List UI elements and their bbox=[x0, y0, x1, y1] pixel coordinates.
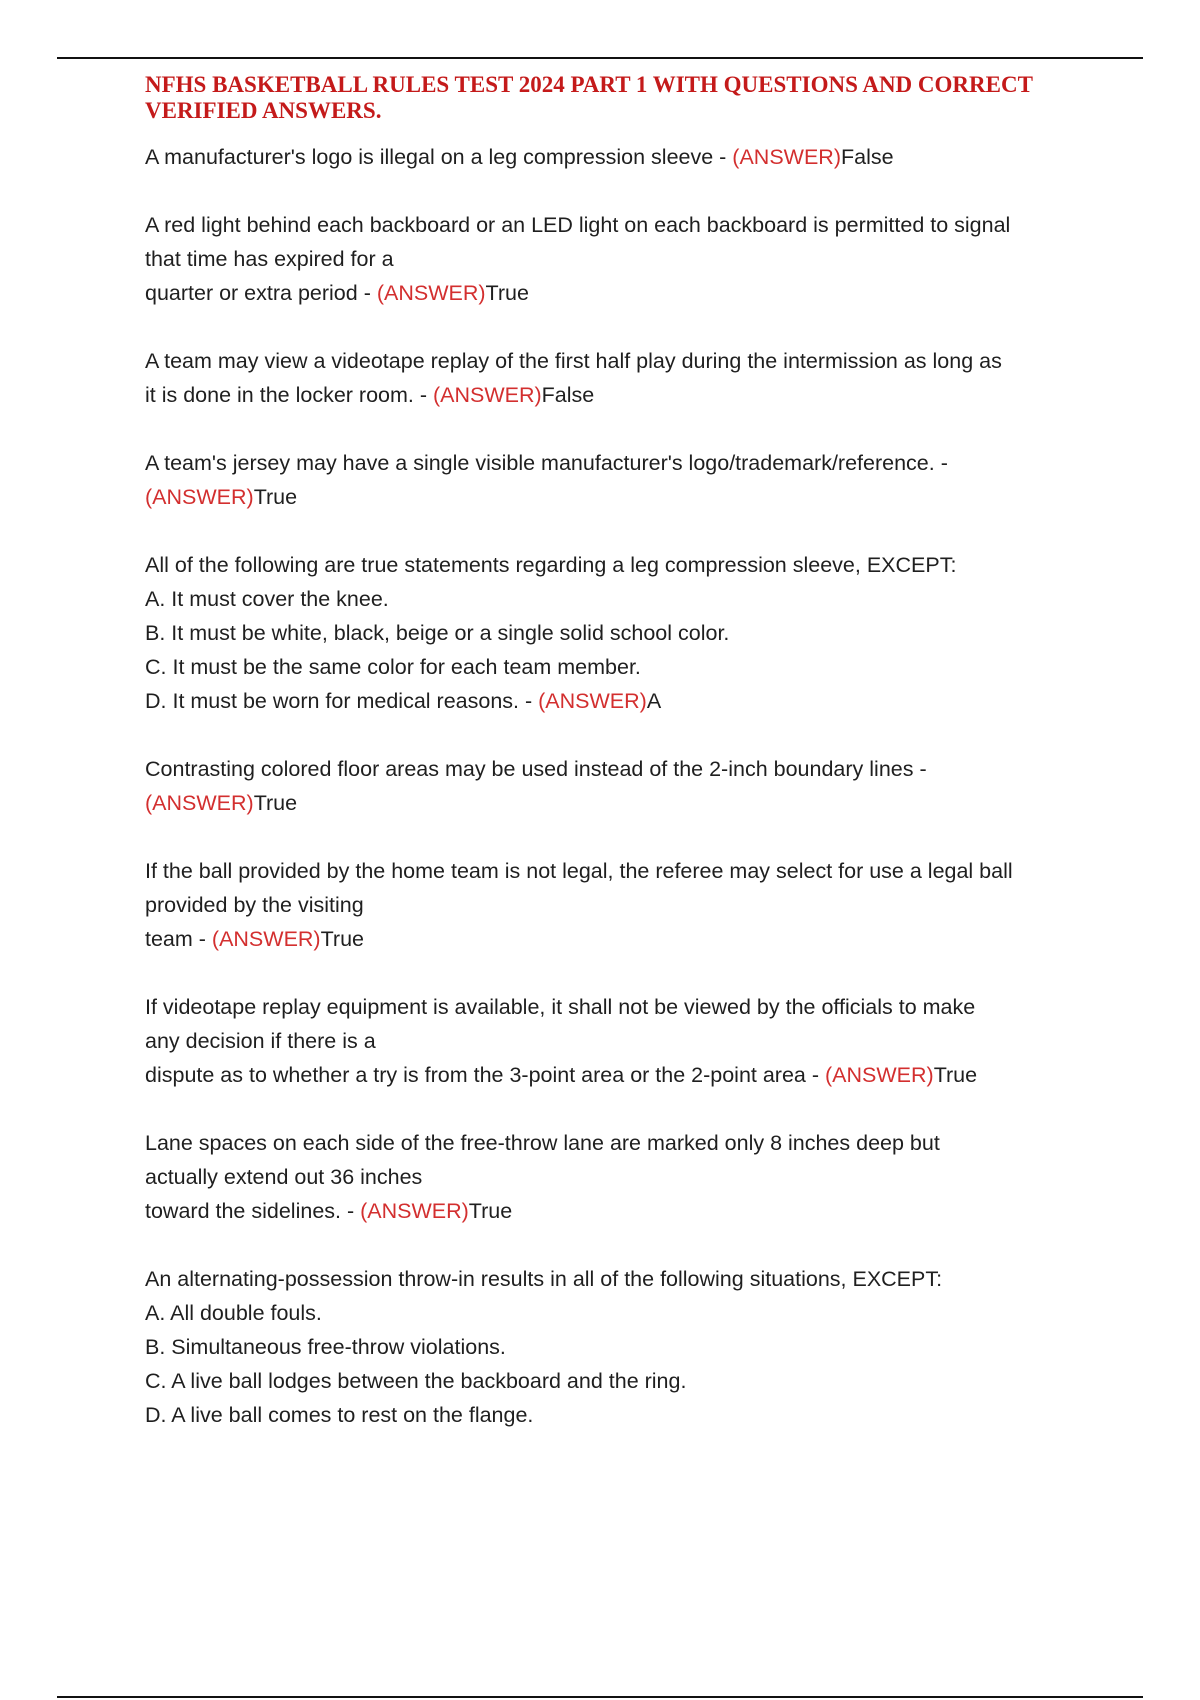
question-text-line bbox=[145, 1058, 1090, 1092]
question-text-line bbox=[145, 786, 1090, 820]
answer-value: True bbox=[485, 281, 529, 305]
question-text: If the ball provided by the home team is not legal, the referee may select for use a legal ball bbox=[145, 859, 1013, 883]
question-text-line bbox=[145, 888, 1090, 922]
question-text: A team's jersey may have a single visible manufacturer's logo/trademark/reference. - bbox=[145, 451, 948, 475]
question-text: A team may view a videotape replay of the first half play during the intermission as long as bbox=[145, 349, 1002, 373]
question-block bbox=[145, 1126, 1090, 1228]
question-text-line bbox=[145, 582, 1090, 616]
question-text-line bbox=[145, 1024, 1090, 1058]
question-text: All of the following are true statements regarding a leg compression sleeve, EXCEPT: bbox=[145, 553, 957, 577]
answer-value: False bbox=[840, 145, 894, 169]
bottom-divider bbox=[57, 1696, 1143, 1698]
question-text: dispute as to whether a try is from the 3-point area or the 2-point area - bbox=[145, 1063, 825, 1087]
title-line: NFHS BASKETBALL RULES TEST 2024 PART 1 WITH QUESTIONS AND CORRECT bbox=[145, 72, 1033, 97]
question-text: C. It must be the same color for each team member. bbox=[145, 655, 641, 679]
question-text-line bbox=[145, 1330, 1090, 1364]
answer-value: True bbox=[933, 1063, 978, 1087]
question-text-line bbox=[145, 378, 1090, 412]
question-block bbox=[145, 1262, 1090, 1432]
question-text-line bbox=[145, 208, 1090, 242]
question-block bbox=[145, 446, 1090, 514]
answer-value: True bbox=[253, 485, 298, 509]
question-text: Lane spaces on each side of the free-throw lane are marked only 8 inches deep but bbox=[145, 1131, 940, 1155]
document-title bbox=[145, 72, 1090, 124]
question-text: provided by the visiting bbox=[145, 893, 364, 917]
question-text-line bbox=[145, 1296, 1090, 1330]
answer-label: (ANSWER) bbox=[360, 1199, 469, 1223]
answer-value: True bbox=[253, 791, 298, 815]
question-block bbox=[145, 854, 1090, 956]
question-block bbox=[145, 990, 1090, 1092]
question-text: D. A live ball comes to rest on the flange. bbox=[145, 1403, 534, 1427]
question-text-line bbox=[145, 1398, 1090, 1432]
question-text-line bbox=[145, 548, 1090, 582]
question-text-line bbox=[145, 616, 1090, 650]
question-text-line bbox=[145, 854, 1090, 888]
question-text: A manufacturer's logo is illegal on a leg compression sleeve - bbox=[145, 145, 733, 169]
question-text: team - bbox=[145, 927, 212, 951]
question-text: C. A live ball lodges between the backboard and the ring. bbox=[145, 1369, 687, 1393]
question-text-line bbox=[145, 242, 1090, 276]
answer-value: A bbox=[646, 689, 662, 713]
answer-label: (ANSWER) bbox=[145, 485, 254, 509]
question-text: If videotape replay equipment is available, it shall not be viewed by the officials to make bbox=[145, 995, 976, 1019]
answer-value: True bbox=[468, 1199, 513, 1223]
answer-label: (ANSWER) bbox=[211, 927, 321, 951]
question-block bbox=[145, 140, 1090, 174]
question-text: A. All double fouls. bbox=[145, 1301, 322, 1325]
question-text: toward the sidelines. - bbox=[145, 1199, 361, 1223]
question-text: actually extend out 36 inches bbox=[145, 1165, 423, 1189]
answer-label: (ANSWER) bbox=[825, 1063, 934, 1087]
question-list bbox=[145, 140, 1090, 1432]
question-text-line bbox=[145, 650, 1090, 684]
question-text-line bbox=[145, 684, 1090, 718]
answer-value: False bbox=[541, 383, 595, 407]
question-text: A red light behind each backboard or an LED light on each backboard is permitted to signal bbox=[145, 213, 1011, 237]
question-text-line bbox=[145, 1262, 1090, 1296]
question-text-line bbox=[145, 276, 1090, 310]
question-block bbox=[145, 752, 1090, 820]
answer-label: (ANSWER) bbox=[145, 791, 254, 815]
question-block bbox=[145, 344, 1090, 412]
question-text-line bbox=[145, 752, 1090, 786]
question-text: B. It must be white, black, beige or a single solid school color. bbox=[145, 621, 730, 645]
question-text: Contrasting colored floor areas may be used instead of the 2-inch boundary lines - bbox=[145, 757, 927, 781]
document-body bbox=[145, 72, 1090, 1466]
question-text-line bbox=[145, 1126, 1090, 1160]
question-text-line bbox=[145, 480, 1090, 514]
question-block bbox=[145, 548, 1090, 718]
question-text-line bbox=[145, 344, 1090, 378]
answer-label: (ANSWER) bbox=[538, 689, 647, 713]
question-text-line bbox=[145, 990, 1090, 1024]
answer-value: True bbox=[320, 927, 365, 951]
question-text: quarter or extra period - bbox=[145, 281, 377, 305]
question-text: it is done in the locker room. - bbox=[145, 383, 433, 407]
question-text: B. Simultaneous free-throw violations. bbox=[145, 1335, 506, 1359]
title-line: VERIFIED ANSWERS. bbox=[145, 98, 382, 123]
question-text-line bbox=[145, 1194, 1090, 1228]
answer-label: (ANSWER) bbox=[376, 281, 486, 305]
question-text-line bbox=[145, 140, 1090, 174]
question-text: that time has expired for a bbox=[145, 247, 394, 271]
question-text-line bbox=[145, 1364, 1090, 1398]
question-text-line bbox=[145, 922, 1090, 956]
question-block bbox=[145, 208, 1090, 310]
question-text: D. It must be worn for medical reasons. - bbox=[145, 689, 539, 713]
top-divider bbox=[57, 57, 1143, 59]
answer-label: (ANSWER) bbox=[432, 383, 542, 407]
question-text-line bbox=[145, 1160, 1090, 1194]
question-text-line bbox=[145, 446, 1090, 480]
question-text: any decision if there is a bbox=[145, 1029, 376, 1053]
answer-label: (ANSWER) bbox=[732, 145, 841, 169]
question-text: A. It must cover the knee. bbox=[145, 587, 389, 611]
question-text: An alternating-possession throw-in results in all of the following situations, EXCEPT: bbox=[145, 1267, 943, 1291]
